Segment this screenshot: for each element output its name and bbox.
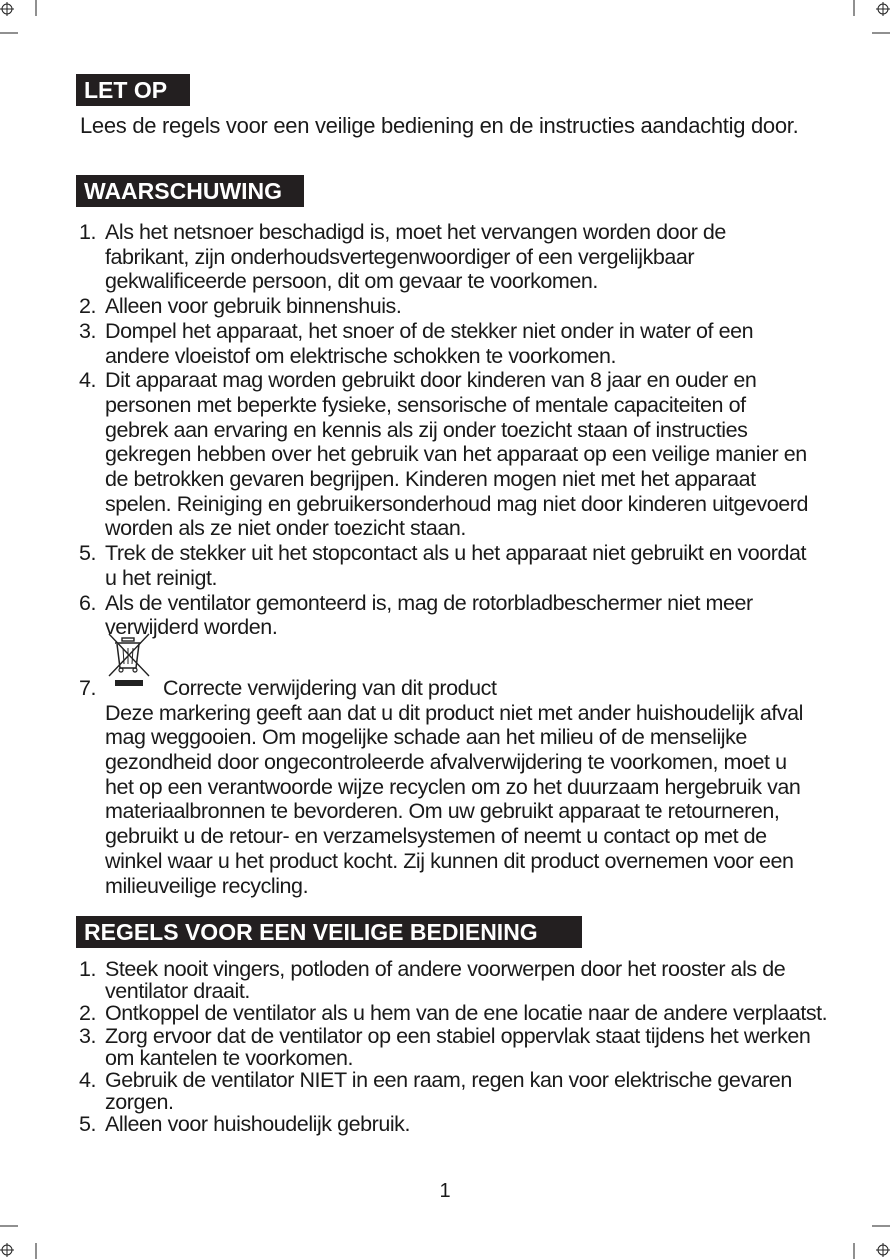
weee-crossed-bin-icon	[105, 632, 153, 688]
list-item	[79, 958, 827, 1002]
item-text-line: worden als ze niet onder toezicht staan.	[105, 516, 466, 541]
item-text-line: zorgen.	[105, 1090, 174, 1115]
item-text-line: Alleen voor gebruik binnenshuis.	[105, 294, 402, 319]
crop-mark-top-left	[0, 0, 45, 42]
item-text-line: gekwalificeerde persoon, dit om gevaar te voorkomen.	[105, 269, 598, 294]
item-text-line: Zorg ervoor dat de ventilator op een stabiel oppervlak staat tijdens het werken	[105, 1023, 811, 1048]
item-text-line: milieuveilige recycling.	[105, 873, 309, 898]
item-text-line: Steek nooit vingers, potloden of andere voorwerpen door het rooster als de	[105, 957, 786, 981]
item-number: 5.	[79, 541, 97, 566]
safety-rules-list	[79, 958, 827, 1136]
item-text-line: gekregen hebben over het gebruik van het apparaat op een veilige manier en	[105, 442, 807, 467]
item-text-line: Als het netsnoer beschadigd is, moet het vervangen worden door de	[105, 220, 726, 244]
notice-heading: LET OP	[76, 74, 190, 106]
crop-mark-bottom-right	[845, 1217, 890, 1259]
list-item	[79, 294, 808, 319]
item-text-line: Dit apparaat mag worden gebruikt door kinderen van 8 jaar en ouder en	[105, 368, 757, 393]
item-text-line: materiaalbronnen te bevorderen. Om uw gebruikt apparaat te retourneren,	[105, 799, 780, 824]
item-number: 6.	[79, 590, 97, 615]
item-text-line: Gebruik de ventilator NIET in een raam, regen kan voor elektrische gevaren	[105, 1068, 792, 1093]
item-text-line: winkel waar u het product kocht. Zij kunnen dit product overnemen voor een	[105, 848, 794, 873]
item-text-line: Trek de stekker uit het stopcontact als u het apparaat niet gebruikt en voordat	[105, 541, 807, 566]
list-item	[79, 591, 808, 640]
list-item	[79, 541, 808, 590]
item-number: 2.	[79, 1001, 97, 1026]
crop-mark-bottom-left	[0, 1217, 45, 1259]
page-number: 1	[439, 1180, 451, 1202]
item-number: 1.	[79, 957, 97, 981]
item-text-line: personen met beperkte fysieke, sensorische of mentale capaciteiten of	[105, 392, 746, 417]
warning-heading: WAARSCHUWING	[76, 175, 304, 207]
item-text-line: verwijderd worden.	[105, 615, 278, 640]
item-number: 3.	[79, 318, 97, 343]
list-item	[79, 1002, 827, 1024]
item-text-line: gebruikt u de retour- en verzamelsystemen of neemt u contact op met de	[105, 824, 767, 849]
warning-list	[79, 220, 808, 898]
list-item	[79, 1113, 827, 1135]
item-text-line: ventilator draait.	[105, 979, 250, 1004]
disposal-title: Correcte verwijdering van dit product	[163, 675, 497, 700]
crop-mark-top-right	[845, 0, 890, 42]
item-text-line: fabrikant, zijn onderhoudsvertegenwoordiger of een vergelijkbaar	[105, 244, 695, 269]
list-item	[79, 368, 808, 541]
item-text-line: mag weggooien. Om mogelijke schade aan het milieu of de menselijke	[105, 725, 747, 750]
item-number: 3.	[79, 1023, 97, 1048]
item-number: 4.	[79, 368, 97, 393]
list-item	[79, 319, 808, 368]
item-number: 4.	[79, 1068, 97, 1093]
item-text-line: Als de ventilator gemonteerd is, mag de rotorbladbeschermer niet meer	[105, 590, 753, 615]
notice-text: Lees de regels voor een veilige bediening en de instructies aandachtig door.	[80, 113, 799, 138]
safety-rules-heading: REGELS VOOR EEN VEILIGE BEDIENING	[76, 916, 582, 948]
item-text-line: de betrokken gevaren begrijpen. Kinderen mogen niet met het apparaat	[105, 467, 756, 492]
list-item	[79, 1025, 827, 1069]
item-text-line: gebrek aan ervaring en kennis als zij onder toezicht staan of instructies	[105, 417, 748, 442]
item-number: 1.	[79, 220, 97, 244]
item-text-line: Deze markering geeft aan dat u dit product niet met ander huishoudelijk afval	[105, 700, 803, 725]
list-item-disposal	[79, 676, 808, 898]
item-text-line: het op een verantwoorde wijze recyclen om zo het duurzaam hergebruik van	[105, 774, 801, 799]
item-text-line: Dompel het apparaat, het snoer of de stekker niet onder in water of een	[105, 318, 754, 343]
item-text-line: om kantelen te voorkomen.	[105, 1045, 354, 1070]
item-number: 7.	[79, 675, 97, 700]
item-text-line: gezondheid door ongecontroleerde afvalverwijdering te voorkomen, moet u	[105, 750, 787, 775]
item-number: 5.	[79, 1112, 97, 1137]
item-number: 2.	[79, 294, 97, 319]
list-item	[79, 220, 808, 294]
item-text-line: u het reinigt.	[105, 565, 218, 590]
item-text-line: spelen. Reiniging en gebruikersonderhoud mag niet door kinderen uitgevoerd	[105, 491, 808, 516]
item-text-line: Alleen voor huishoudelijk gebruik.	[105, 1112, 411, 1137]
item-text-line: Ontkoppel de ventilator als u hem van de ene locatie naar de andere verplaatst.	[105, 1001, 828, 1026]
item-text-line: andere vloeistof om elektrische schokken te voorkomen.	[105, 343, 617, 368]
list-item	[79, 1069, 827, 1113]
